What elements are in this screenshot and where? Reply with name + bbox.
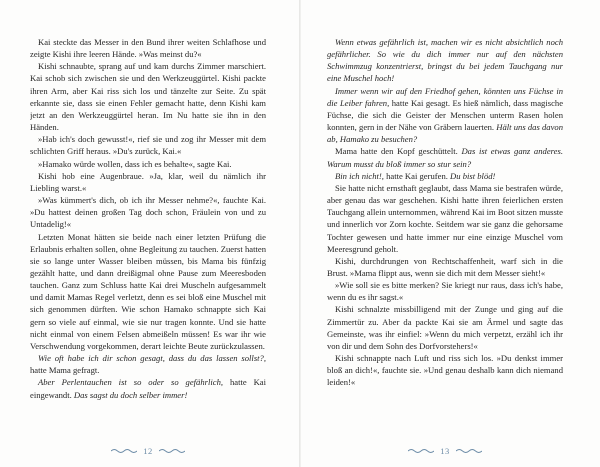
italic-text-run: Das sagst du doch selber immer!: [73, 389, 188, 400]
body-paragraph: [30, 170, 266, 194]
italic-text-run: Wenn etwas gefährlich ist, machen wir es nicht absichtlich noch gefährlicher. So wie du dich immer nur auf den nächsten Schwimmzug konzentrierst, bringst du bei jedem Tauchgang nur eine Muschel hoch!: [327, 37, 563, 84]
text-run: »Was kümmert's dich, ob ich ihr Messer nehme?«, fauchte Kai. »Du hattest deinen großen Tag doch schon, Fräulein von und zu Untadelig!«: [30, 195, 266, 230]
text-run: Mama hatte den Kopf geschüttelt.: [335, 146, 462, 157]
italic-text-run: Aber Perlentauchen ist so oder so gefährlich,: [38, 377, 224, 388]
body-paragraph: [327, 145, 563, 169]
page-number: 13: [440, 446, 450, 456]
body-paragraph: [327, 85, 563, 146]
left-page: [30, 36, 266, 436]
italic-text-run: Du bist blöd!: [450, 170, 496, 181]
body-paragraph: [327, 352, 563, 388]
text-run: Letzten Monat hätten sie beide nach einer letzten Prüfung die Erlaubnis erhalten sollen, ohne Begleitung zu tauchen. Zuerst hatten sie so lange unter Wasser bleiben müssen, bis Mama bis fünfzig gezählt hatte, und dann dreißigmal ohne Pause zum Meeresboden tauchen. Ganz zum Schluss hatte Kai drei Muscheln aufgesammelt und damit Mamas Regel verletzt, denn es sei bloß eine Muschel mit sich genommen dürften. Wie schon Hamako schnappte sich Kai gern so viele auf einmal, wie sie nur tragen konnte. Und sie hatte nicht einmal von einem Felsen abmeißeln müssen! Es war ihr wie Verschwendung vorgekommen, derart leichte Beute zurückzulassen.: [30, 231, 266, 351]
text-run: Kishi schnaubte, sprang auf und kam durchs Zimmer marschiert. Kai schob sich zwischen sie und den Werkzeuggürtel. Kishi packte ihren Arm, aber Kai riss sich los und tänzelte zur Seite. Zu spät erkannte sie, dass sie einen Fehler gemacht hatte, denn Kishi kam jetzt an den Werkzeuggürtel heran. Im Nu hatte sie ihn in den Händen.: [30, 61, 266, 133]
text-run: »Hab ich's doch gewusst!«, rief sie und zog ihr Messer mit dem schlichten Griff heraus. »Du's zurück, Kai.«: [30, 134, 266, 157]
italic-text-run: Wie oft habe ich dir schon gesagt, dass du das lassen sollst?,: [38, 353, 266, 364]
wave-ornament-icon: [159, 448, 185, 454]
italic-text-run: Immer wenn wir auf den Friedhof gehen, könnten uns Füchse in die Leiber fahren,: [327, 85, 563, 108]
page-number: 12: [143, 446, 153, 456]
italic-text-run: Hält uns das davon ab, Hamako zu besuchen?: [327, 122, 563, 145]
text-run: hatte Kai gerufen.: [383, 170, 451, 181]
text-run: Kishi hob eine Augenbraue. »Ja, klar, weil du nämlich ihr Liebling warst.«: [30, 170, 266, 193]
text-run: Kishi, durchdrungen von Rechtschaffenheit, warf sich in die Brust. »Mama flippt aus, wenn sie dich mit dem Messer sieht!«: [327, 255, 563, 278]
text-run: hatte Kai gesagt. Es hieß nämlich, dass magische Füchse, die sich die Geister der Menschen unterm Rasen holen konnten, gern in der Nähe von Gräbern lauerten.: [327, 97, 563, 133]
text-run: Sie hatte nicht ernsthaft geglaubt, dass Mama sie bestrafen würde, aber genau das war geschehen. Kishi hatte ihren feierlichen ersten Tauchgang allein unternommen, während Kai im Boot sitzen musste und innerlich vor Zorn kochte. Seitdem war sie ganz die gehorsame Tochter gewesen und hatte immer nur eine einzige Muschel vom Meeresgrund geholt.: [327, 182, 563, 254]
body-paragraph: [327, 303, 563, 352]
body-paragraph: [30, 352, 266, 376]
text-run: hatte Mama gefragt.: [30, 365, 100, 376]
italic-text-run: Bin ich nicht!,: [335, 170, 384, 181]
body-paragraph: [327, 36, 563, 85]
book-gutter: [299, 0, 301, 467]
body-paragraph: [327, 255, 563, 279]
text-run: hatte Kai eingewandt.: [30, 377, 266, 400]
wave-ornament-icon: [408, 448, 434, 454]
body-paragraph: [30, 158, 266, 170]
italic-text-run: Das ist etwas ganz anderes. Warum musst du bloß immer so stur sein?: [327, 146, 563, 169]
right-page: [327, 36, 563, 436]
body-paragraph: [30, 194, 266, 230]
body-paragraph: [30, 376, 266, 400]
text-run: Kai steckte das Messer in den Bund ihrer weiten Schlafhose und zeigte Kishi ihre leeren Hände. »Was meinst du?«: [30, 37, 266, 60]
body-paragraph: [327, 170, 563, 182]
wave-ornament-icon: [111, 448, 137, 454]
text-run: Kishi schnappte nach Luft und riss sich los. »Du denkst immer bloß an dich!«, fauchte sie. »Und genau deshalb kann dich niemand leiden!«: [327, 353, 563, 388]
body-paragraph: [327, 182, 563, 255]
body-paragraph: [327, 279, 563, 303]
wave-ornament-icon: [456, 448, 482, 454]
body-paragraph: [30, 133, 266, 157]
right-page-footer: [327, 444, 563, 458]
body-paragraph: [30, 231, 266, 353]
text-run: »Wie soll sie es bitte merken? Sie kriegt nur raus, dass ich's habe, wenn du es ihr sagst.«: [327, 280, 563, 303]
body-paragraph: [30, 60, 266, 133]
left-page-footer: [30, 444, 266, 458]
body-paragraph: [30, 36, 266, 60]
text-run: »Hamako würde wollen, dass ich es behalte«, sagte Kai.: [38, 158, 232, 169]
text-run: Kishi schnalzte missbilligend mit der Zunge und ging auf die Zimmertür zu. Aber da packte Kai sie am Ärmel und sagte das Gemeinste, was ihr einfiel: »Wenn du mich verpetzt, erzähl ich ihr von dir und dem Sohn des Dorfvorstehers!«: [327, 304, 563, 351]
